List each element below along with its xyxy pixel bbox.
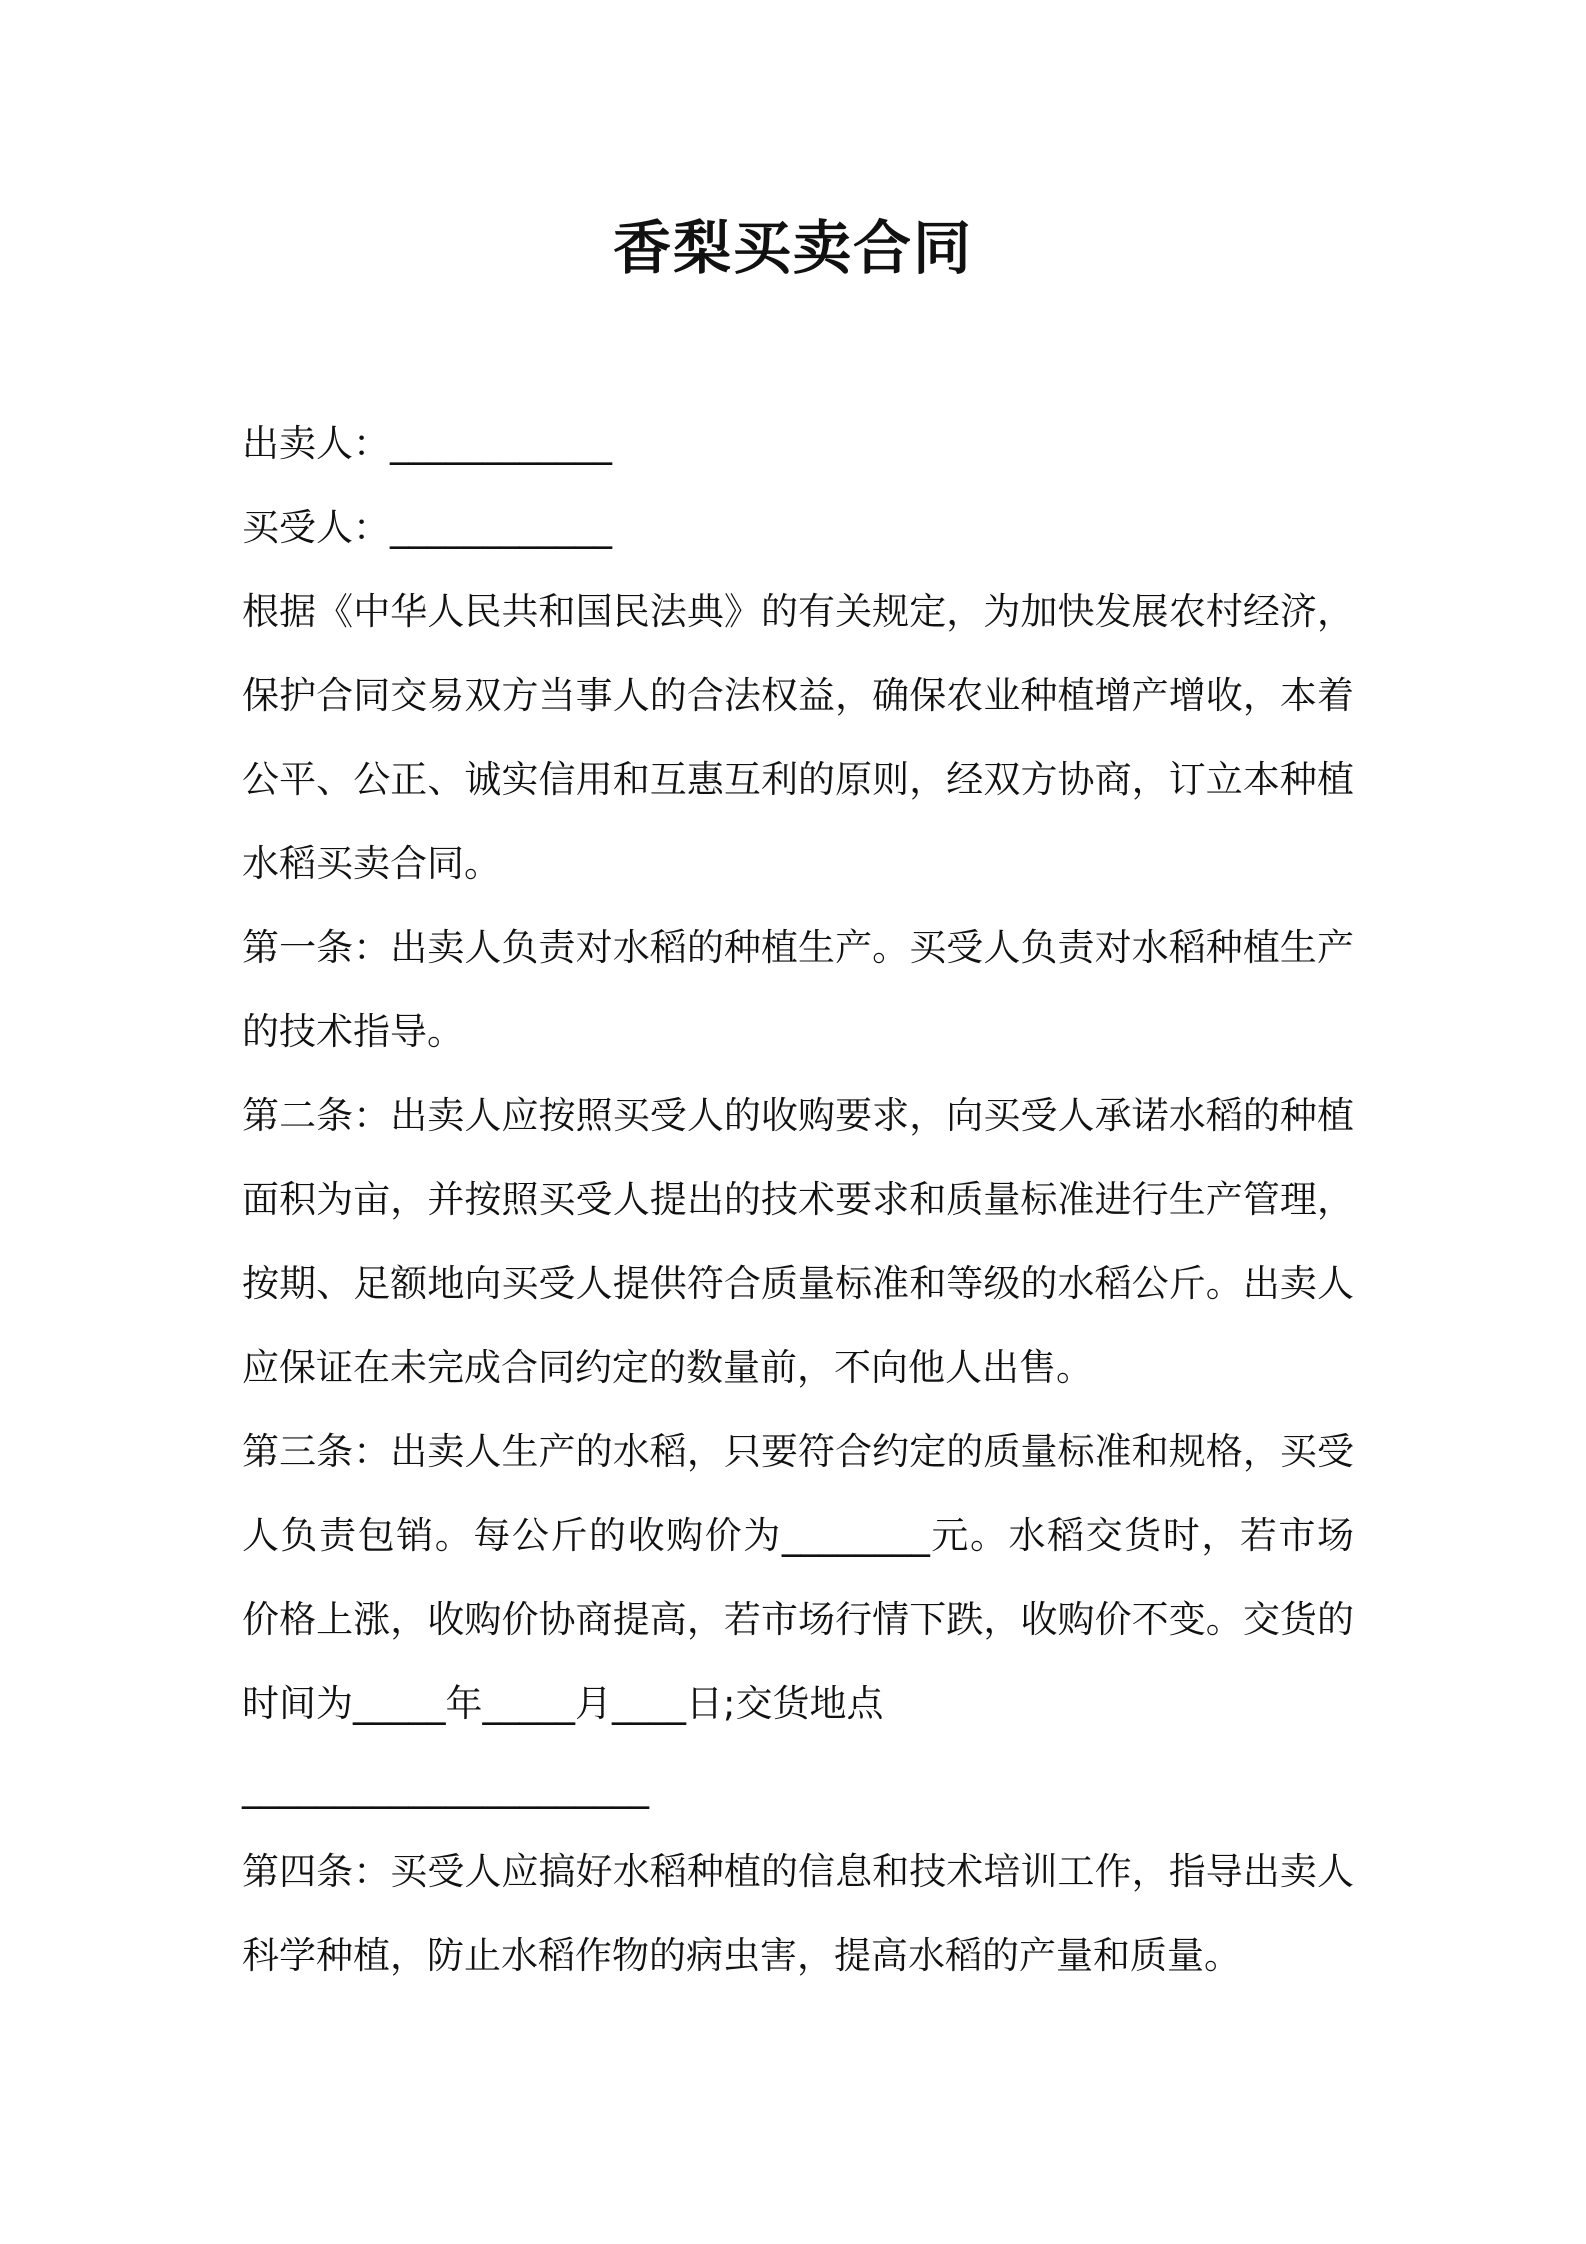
article-2-line-2: 面积为亩，并按照买受人提出的技术要求和质量标准进行生产管理， <box>242 1178 1354 1221</box>
seller-line: 出卖人：____________ <box>242 422 612 465</box>
article-3-line-3: 价格上涨，收购价协商提高，若市场行情下跌，收购价不变。交货的 <box>242 1598 1354 1641</box>
article-2-line-4: 应保证在未完成合同约定的数量前，不向他人出售。 <box>242 1346 1093 1389</box>
preamble-line-4: 水稻买卖合同。 <box>242 842 501 885</box>
preamble-line-2: 保护合同交易双方当事人的合法权益，确保农业种植增产增收，本着 <box>242 674 1354 717</box>
article-3-line-1: 第三条：出卖人生产的水稻，只要符合约定的质量标准和规格，买受 <box>242 1430 1354 1473</box>
article-2-line-3: 按期、足额地向买受人提供符合质量标准和等级的水稻公斤。出卖人 <box>242 1262 1354 1305</box>
document-title: 香梨买卖合同 <box>612 214 973 282</box>
document-body <box>242 402 1354 1998</box>
article-3-line-5: ______________________ <box>242 1766 649 1809</box>
article-3-line-4: 时间为_____年_____月____日;交货地点 <box>242 1682 884 1725</box>
article-4-line-2: 科学种植，防止水稻作物的病虫害，提高水稻的产量和质量。 <box>242 1934 1241 1977</box>
preamble-line-1: 根据《中华人民共和国民法典》的有关规定，为加快发展农村经济， <box>242 590 1354 633</box>
article-3-line-2: 人负责包销。每公斤的收购价为________元。水稻交货时，若市场 <box>242 1514 1354 1557</box>
article-2-line-1: 第二条：出卖人应按照买受人的收购要求，向买受人承诺水稻的种植 <box>242 1094 1354 1137</box>
buyer-line: 买受人：____________ <box>242 506 612 549</box>
article-4-line-1: 第四条：买受人应搞好水稻种植的信息和技术培训工作，指导出卖人 <box>242 1850 1354 1893</box>
preamble-line-3: 公平、公正、诚实信用和互惠互利的原则，经双方协商，订立本种植 <box>242 758 1354 801</box>
article-1-line-1: 第一条：出卖人负责对水稻的种植生产。买受人负责对水稻种植生产 <box>242 926 1354 969</box>
article-1-line-2: 的技术指导。 <box>242 1010 464 1053</box>
